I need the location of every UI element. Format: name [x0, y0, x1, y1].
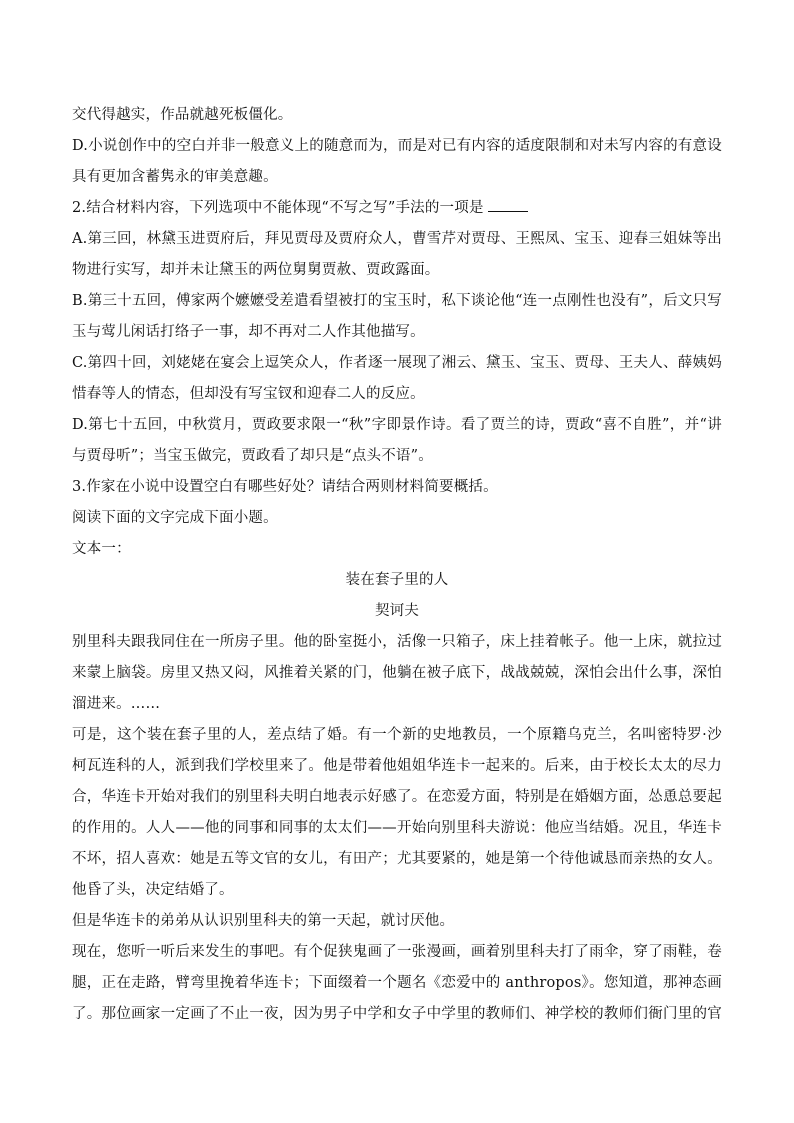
document-page	[72, 100, 722, 1030]
text-one-label: 文本一：	[72, 541, 131, 557]
passage-line: 可是，这个装在套子里的人，差点结了婚。有一个新的史地教员，一个原籍乌克兰，名叫密特罗·沙	[72, 727, 722, 743]
passage-line: 他昏了头，决定结婚了。	[72, 882, 234, 898]
passage-line: 腿，正在走路，臂弯里挽着华连卡；下面缀着一个题名《恋爱中的 anthropos》。您知道，那神态画	[72, 975, 722, 991]
passage-line: 的作用的。人人——他的同事和同事的太太们——开始向别里科夫游说：他应当结婚。况且，华连卡	[72, 820, 722, 836]
reading-instruction: 阅读下面的文字完成下面小题。	[72, 510, 278, 526]
text-line: 交代得越实，作品就越死板僵化。	[72, 107, 293, 123]
passage-line: 柯瓦连科的人，派到我们学校里来了。他是带着他姐姐华连卡一起来的。后来，由于校长太太的尽力	[72, 758, 722, 774]
answer-blank[interactable]	[488, 197, 528, 212]
passage-line: 现在，您听一听后来发生的事吧。有个促狭鬼画了一张漫画，画着别里科夫打了雨伞，穿了雨鞋，卷	[72, 944, 722, 960]
story-author: 契诃夫	[374, 603, 420, 619]
option-c-line: C.第四十回，刘姥姥在宴会上逗笑众人，作者逐一展现了湘云、黛玉、宝玉、贾母、王夫人、薛姨妈	[72, 355, 722, 371]
passage-line: 合，华连卡开始对我们的别里科夫明白地表示好感了。在恋爱方面，特别是在婚姻方面，怂恿总要起	[72, 789, 722, 805]
option-b-line: B.第三十五回，傅家两个嬷嬷受差遣看望被打的宝玉时，私下谈论他“连一点刚性也没有”，后文只写	[72, 293, 722, 309]
question-3: 3.作家在小说中设置空白有哪些好处？请结合两则材料简要概括。	[72, 479, 498, 495]
passage-line: 别里科夫跟我同住在一所房子里。他的卧室挺小，活像一只箱子，床上挂着帐子。他一上床，就拉过	[72, 634, 722, 650]
option-d-line: D.小说创作中的空白并非一般意义上的随意而为，而是对已有内容的适度限制和对未写内容的有意设	[72, 138, 722, 154]
option-d2-line: D.第七十五回，中秋赏月，贾政要求限一“秋”字即景作诗。看了贾兰的诗，贾政“喜不自胜”，并“讲	[72, 417, 722, 433]
question-2-text: 2.结合材料内容，下列选项中不能体现“不写之写”手法的一项是	[72, 200, 484, 216]
passage-line: 溜进来。……	[72, 696, 161, 712]
text-line: 惜春等人的情态，但却没有写宝钗和迎春二人的反应。	[72, 386, 425, 402]
story-title: 装在套子里的人	[345, 572, 449, 588]
passage-line: 来蒙上脑袋。房里又热又闷，风推着关紧的门，他躺在被子底下，战战兢兢，深怕会出什么事，深怕	[72, 665, 722, 681]
passage-line: 但是华连卡的弟弟从认识别里科夫的第一天起，就讨厌他。	[72, 913, 455, 929]
text-line: 具有更加含蓄隽永的审美意趣。	[72, 169, 278, 185]
text-line: 与贾母听”；当宝玉做完，贾政看了却只是“点头不语”。	[72, 448, 433, 464]
question-2	[72, 193, 722, 224]
option-a-line: A.第三回，林黛玉进贾府后，拜见贾母及贾府众人，曹雪芹对贾母、王熙凤、宝玉、迎春三姐妹等出	[72, 231, 722, 247]
text-line: 物进行实写，却并未让黛玉的两位舅舅贾赦、贾政露面。	[72, 262, 440, 278]
text-line: 玉与莺儿闲话打络子一事，却不再对二人作其他描写。	[72, 324, 425, 340]
passage-line: 了。那位画家一定画了不止一夜，因为男子中学和女子中学里的教师们、神学校的教师们衙门里的官	[72, 1006, 722, 1022]
passage-line: 不坏，招人喜欢：她是五等文官的女儿，有田产；尤其要紧的，她是第一个待他诚恳而亲热的女人。	[72, 851, 722, 867]
